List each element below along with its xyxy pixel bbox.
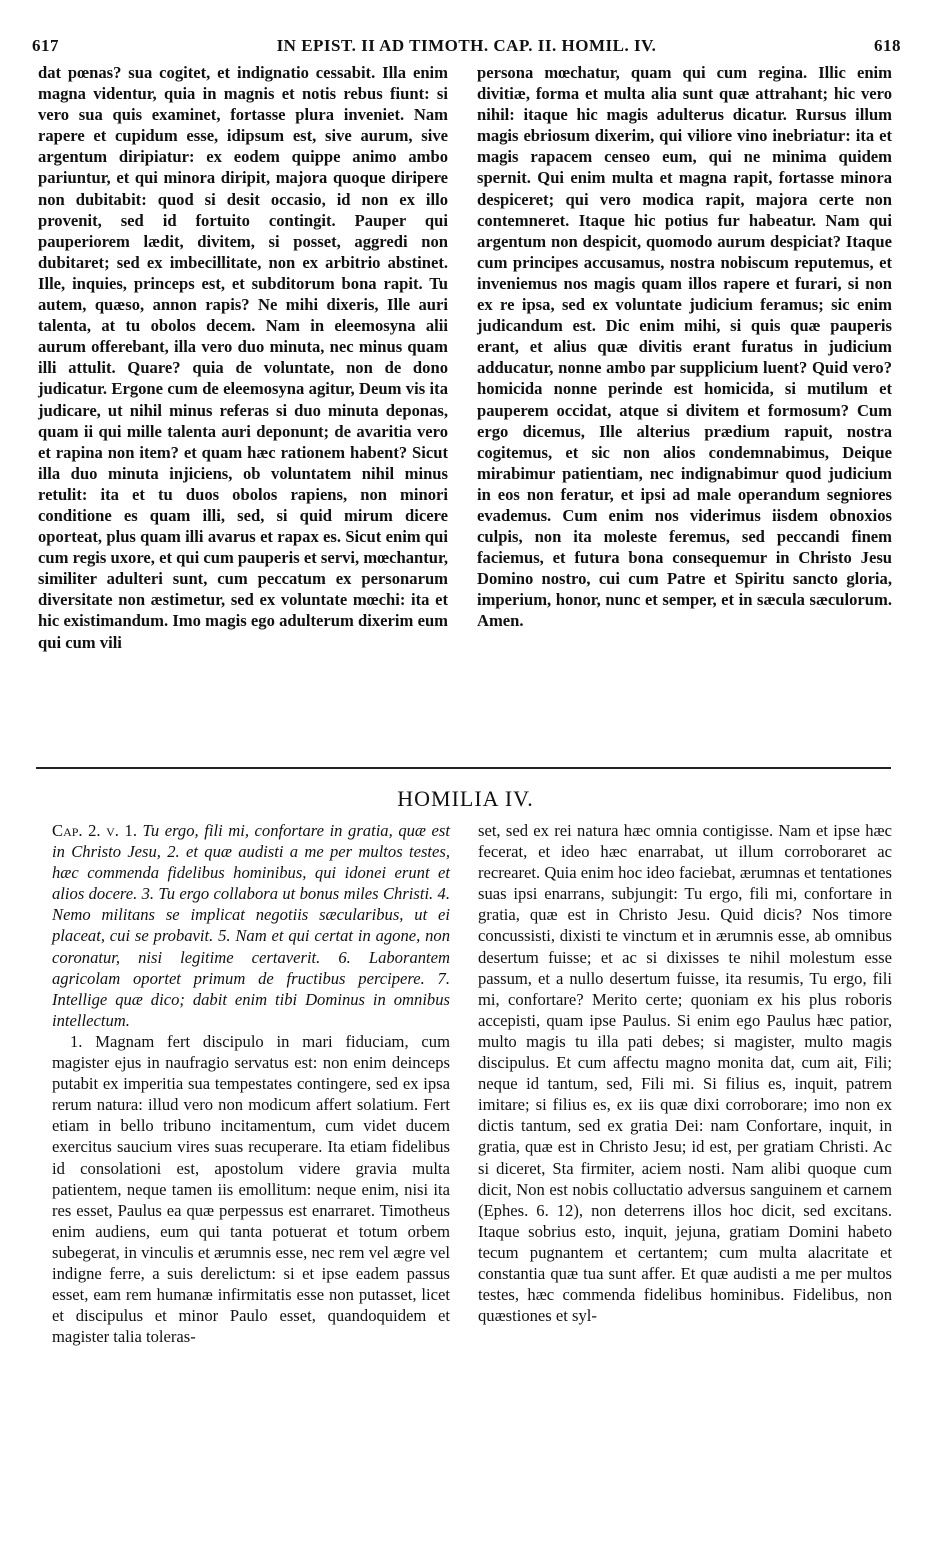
verse-text: Tu ergo, fili mi, confortare in gratia, quæ est in Christo Jesu, 2. et quæ audisti a me per multos testes, hæc commenda fidelibus hominibus, qui idonei erunt et alios docere. 3. Tu ergo collabora ut bonus miles Christi. 4. Nemo militans se implicat negotiis sæcularibus, ut ei placeat, cui se probavit. 5. Nam et qui certat in agone, non coronatur, nisi legitime certaverit. 6. Laborantem agricolam oportet primum de fructibus percipere. 7. Intellige quæ dico; dabit enim tibi Dominus in omnibus intellectum. [52, 821, 450, 1030]
paragraph: persona mœchatur, quam qui cum regina. Illic enim divitiæ, forma et multa alia sunt quæ attrahant; hic vero nihil: itaque hic magis adulterus dicatur. Rursus illum magis ebriosum dixerim, qui viliore vino inebriatur: ita et magis rapacem censeo eum, qui ne minima quidem spernit. Qui enim multa et magna rapit, fortasse minora despiceret; qui vero modica rapit, majora certe non contemneret. Itaque hic potius fur habeatur. Nam qui argentum non despicit, quomodo aurum despiciat? Itaque cum principes accusamus, nostra nobiscum reputemus, et inveniemus nos magis quam illos rapere et furari, si non ex re ipsa, sed ex voluntate judicium feramus; sic enim judicandum est. Dic enim mihi, si quis quæ pauperis erant, et alius quæ divitis erant furatus in judicium adducatur, nonne ambo par supplicium luent? Quid vero? homicida nonne perinde est homicida, si mutilum et pauperem occidat, atque si divitem et formosum? Cum ergo dicemus, Ille alterius prædium rapuit, nostra cogitemus, et sic non alios condemnabimus, Deique mirabimur patientiam, nec indignabimur quod judicium in eos non feratur, et ipsi ad male operandum segniores evademus. Cum enim nos viderimus iisdem obnoxios culpis, non ita moleste feremus, sed peccandi finem faciemus, et futura bona consequemur in Christo Jesu Domino nostro, cui cum Patre et Spiritu sancto gloria, imperium, honor, nunc et semper, et in sæcula sæculorum. Amen. [477, 63, 892, 631]
running-title: IN EPIST. II AD TIMOTH. CAP. II. HOMIL. IV. [276, 36, 657, 55]
scripture-verses [52, 820, 450, 1031]
paragraph: dat pœnas? sua cogitet, et indignatio cessabit. Illa enim magna videntur, quia in magnis et notis rebus fiunt: si vero sua quis examinet, fortasse plura inveniet. Nam rapere et cupidum esse, idipsum est, sive aurum, sive argentum diripiatur: ex eodem quippe animo ambo pariuntur, et qui minora diripit, majora quoque diripere non dubitabit: quod si desit occasio, id non ex illo provenit, sed id fortuito contingit. Pauper qui pauperiorem lædit, divitem, si posset, aggredi non dubitaret; sed ex imbecillitate, non ex arbitrio abstinet. Ille, inquies, princeps est, et subditorum bona rapit. Tu autem, quæso, annon rapis? Ne mihi dixeris, Ille auri talenta, at tu obolos decem. Nam in eleemosyna alii aurum offerebant, illa vero duo minuta, nec minus quam illi attulit. Quare? quia de voluntate, non de dono judicatur. Ergone cum de eleemosyna agitur, Deum vis ita judicare, ut nihil minus referas si duo minuta deponas, quam ii qui mille talenta auri deponunt; de avaritia vero et rapina non item? et quam hæc rationem habent? Sicut illa duo minuta injiciens, ob voluntatem nihil minus retulit: ita et tu duos obolos rapiens, non minori conditione es quam illi, sed, si quid mirum dicere oporteat, plus quam illi avarus et rapax es. Sicut enim qui cum regis uxore, et qui cum pauperis et servi, mœchantur, similiter adulteri sunt, cum peccatum ex personarum diversitate non æstimetur, sed ex voluntate mœchi: ita et hic existimandum. Imo magis ego adulterum dixerim eum qui cum vili [38, 63, 448, 652]
paragraph: set, sed ex rei natura hæc omnia contigisse. Nam et ipse hæc fecerat, et ideo hæc enarrabat, ut illum corroboraret ac recrearet. Quia enim hoc ideo faciebat, ærumnas et tentationes suas ipsi enarrans, subjungit: Tu ergo, fili mi, confortare in gratia, quæ est in Christo Jesu. Quid dicis? Nos timore concussisti, dixisti te vinctum et in ærumnis esse, ab omnibus desertum fuisse; et ac si dixisses te nihil molestum esse passum, et a nullo desertum fuisse, ita resumis, Tu ergo, fili mi, confortare? Merito certe; quoniam ex his plus roboris accepisti, quam ipse Paulus. Si enim ego Paulus hæc patior, multo magis tu illa pati debes; si magister, multo magis discipulus. Et cum affectu magno monita dat, cum ait, Fili; neque id tantum, sed, Fili mi. Si filius es, inquit, patrem imitare; si filius es, ex iis quæ dixi corroborare; imo non ex dictis tantum, sed ex gratia Dei: nam Confortare, inquit, in gratia, quæ est in Christo Jesu; id est, per gratiam Christi. Ac si diceret, Sta firmiter, aciem nosti. Nam alibi quoque cum dicit, Non est nobis colluctatio adversus sanguinem et carnem (Ephes. 6. 12), non deterrens illos hoc dicit, sed excitans. Itaque sobrius esto, inquit, jejuna, gratiam Domini habeto tecum pugnantem et certantem; cum multa alacritate et constantia quæ tua sunt affer. Et quæ audisti a me per multos testes, hæc commenda fidelibus hominibus. Fidelibus, non quæstiones et syl- [478, 821, 892, 1326]
paragraph: 1. Magnam fert discipulo in mari fiduciam, cum magister ejus in naufragio servatus est: non enim deinceps putabit ex imperitia sua tempestates contingere, sed ex ipsa rerum natura: illud vero non modicum affert solatium. Fert etiam in bello tribuno incitamentum, cum videt ducem exercitus saucium vires suas recuperare. Ita etiam fidelibus id consolationi est, apostolum videre gravia multa patientem, neque tamen iis emollitum: neque enim, nisi ita res esset, Paulus ea quæ perpessus est enarraret. Timotheus enim audiens, eum qui tanta potuerat et totum orbem subegerat, in vinculis et ærumnis esse, nec rem vel ægre vel indigne ferre, a suis derelictum: si et ipse eadem passus esset, eam rem humanæ infirmitatis esse non putasset, licet et discipulus et minor Paulo esset, quandoquidem et magister talia toleras- [52, 1031, 450, 1347]
section-divider [36, 767, 891, 769]
homily-heading: HOMILIA IV. [397, 786, 534, 811]
running-head [32, 36, 901, 60]
bottom-left-column [52, 820, 450, 1460]
bottom-right-column [478, 820, 892, 1460]
page-number-left: 617 [32, 36, 59, 55]
page-number-right: 618 [874, 36, 901, 55]
verse-reference: Cap. 2. v. 1. [52, 821, 137, 840]
top-left-column [38, 62, 448, 752]
top-right-column [477, 62, 892, 752]
